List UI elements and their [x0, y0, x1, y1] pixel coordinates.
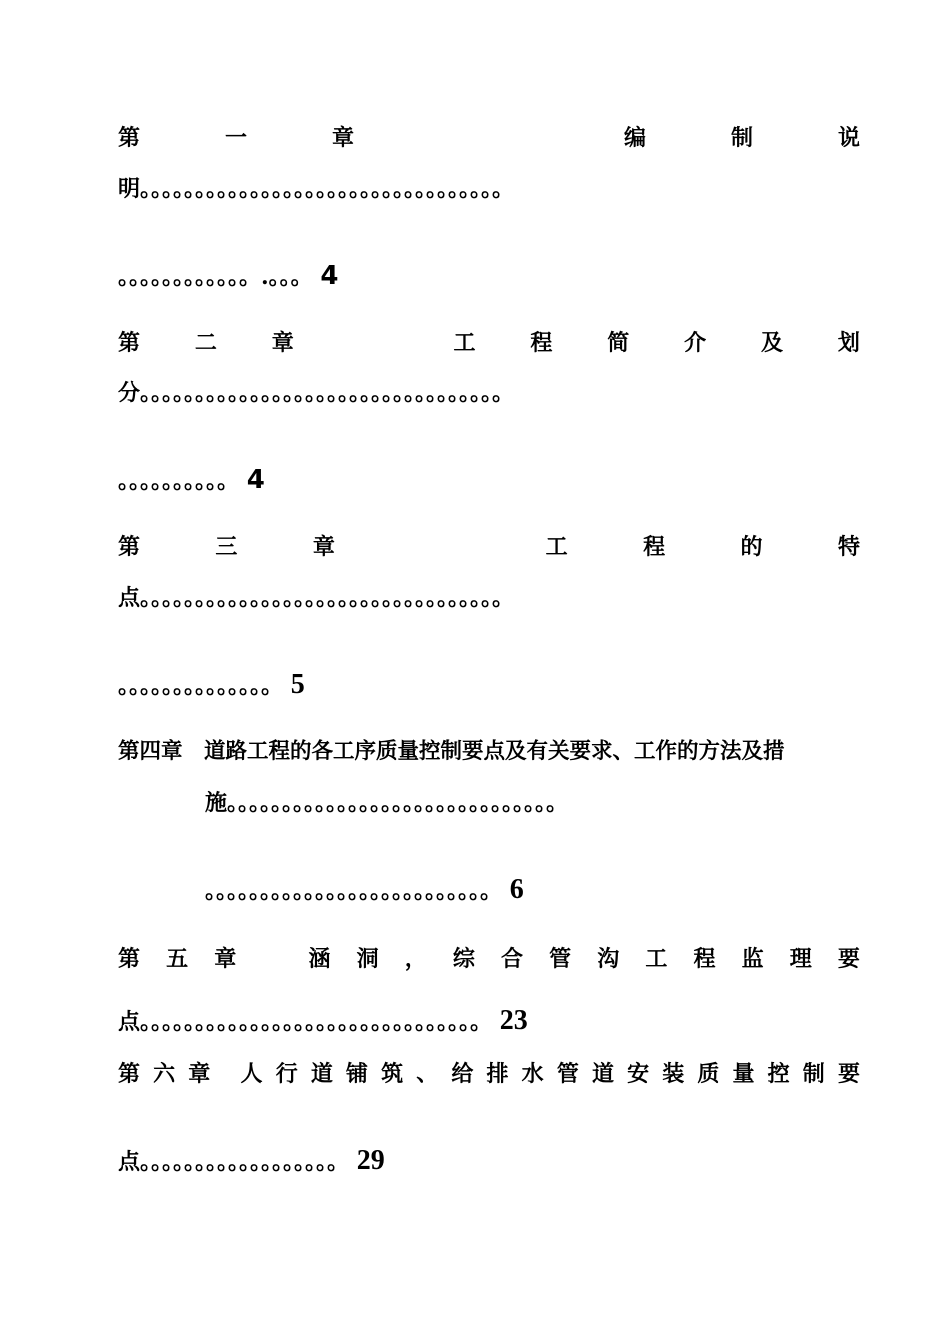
toc-entry-5-heading: [118, 942, 860, 976]
page-number: 4: [320, 261, 339, 291]
toc-entry-6-heading: [118, 1057, 860, 1091]
page-number: 6: [509, 874, 524, 905]
heading-char: 沟: [597, 946, 620, 972]
heading-char: 第: [118, 1061, 141, 1087]
heading-char: 、: [416, 1061, 439, 1087]
heading-char: 量: [732, 1061, 755, 1087]
toc-entry-2-page-line: [118, 463, 860, 497]
page-number: 4: [246, 465, 265, 495]
toc-entry-1-leader: 明。。。。。。。。。。。。。。。。。。。。。。。。。。。。。。。。。: [118, 176, 515, 202]
dot-leader: 。。。。。。。。。。。。。。: [118, 673, 284, 699]
toc-entry-4-leader: 施。。。。。。。。。。。。。。。。。。。。。。。。。。。。。。: [205, 790, 569, 816]
page-number: 29: [356, 1145, 385, 1176]
heading-char: 人: [240, 1061, 263, 1087]
heading-char: 编: [623, 125, 646, 151]
toc-entry-4-heading: 第四章 道路工程的各工序质量控制要点及有关要求、工作的方法及措: [118, 739, 785, 764]
heading-char: 控: [767, 1061, 790, 1087]
heading-char: 说: [837, 125, 860, 151]
heading-char: 六: [153, 1061, 176, 1087]
toc-entry-5-page-line: [118, 1004, 860, 1038]
heading-char: 质: [697, 1061, 720, 1087]
heading-char: 行: [275, 1061, 298, 1087]
page-number: 23: [499, 1005, 528, 1036]
heading-char: 介: [684, 330, 707, 356]
toc-entry-2-heading: [118, 326, 860, 360]
heading-char: 章: [332, 125, 355, 151]
heading-char: 五: [166, 946, 189, 972]
heading-char: 章: [188, 1061, 211, 1087]
heading-char: 程: [693, 946, 716, 972]
heading-char: 监: [741, 946, 764, 972]
toc-entry-6-page-line: [118, 1144, 860, 1178]
heading-char: 排: [486, 1061, 509, 1087]
heading-char: 的: [740, 534, 763, 560]
heading-char: 章: [214, 946, 237, 972]
heading-char: 一: [225, 125, 248, 151]
heading-char: 程: [530, 330, 553, 356]
heading-char: 工: [545, 534, 568, 560]
heading-char: 章: [271, 330, 294, 356]
heading-char: 安: [627, 1061, 650, 1087]
heading-char: 道: [310, 1061, 333, 1087]
dot-leader: 点。。。。。。。。。。。。。。。。。。: [118, 1149, 350, 1175]
heading-char: 及: [760, 330, 783, 356]
heading-char: 装: [662, 1061, 685, 1087]
heading-char: 铺: [345, 1061, 368, 1087]
heading-char: ，: [404, 946, 427, 972]
dot-leader: 。。。。。。。。。。: [118, 468, 240, 494]
dot-leader: 。。。。。。。。。。。。.。。。: [118, 264, 313, 290]
heading-char: 划: [837, 330, 860, 356]
heading-char: 第: [118, 534, 141, 560]
heading-char: 三: [215, 534, 238, 560]
heading-char: 简: [607, 330, 630, 356]
heading-char: 特: [837, 534, 860, 560]
heading-char: 管: [549, 946, 572, 972]
heading-char: 第: [118, 330, 141, 356]
toc-entry-4-page-line: [205, 873, 860, 907]
heading-char: 制: [802, 1061, 825, 1087]
heading-char: 管: [556, 1061, 579, 1087]
heading-char: 洞: [356, 946, 379, 972]
toc-entry-1-page-line: [118, 259, 860, 293]
heading-char: 道: [591, 1061, 614, 1087]
page-number: 5: [290, 669, 305, 700]
heading-char: 二: [194, 330, 217, 356]
heading-char: 综: [452, 946, 475, 972]
heading-char: 程: [643, 534, 666, 560]
heading-char: 水: [521, 1061, 544, 1087]
heading-char: 给: [451, 1061, 474, 1087]
heading-char: 筑: [381, 1061, 404, 1087]
heading-char: 涵: [308, 946, 331, 972]
toc-entry-1-heading: [118, 121, 860, 155]
toc-entry-2-leader: 分。。。。。。。。。。。。。。。。。。。。。。。。。。。。。。。。。: [118, 380, 515, 406]
heading-char: 制: [730, 125, 753, 151]
dot-leader: 点。。。。。。。。。。。。。。。。。。。。。。。。。。。。。。。: [118, 1009, 493, 1035]
heading-char: 第: [118, 946, 141, 972]
dot-leader: 。。。。。。。。。。。。。。。。。。。。。。。。。。: [205, 878, 503, 904]
toc-entry-3-page-line: [118, 668, 860, 702]
heading-char: 工: [453, 330, 476, 356]
heading-char: 理: [789, 946, 812, 972]
toc-entry-3-leader: 点。。。。。。。。。。。。。。。。。。。。。。。。。。。。。。。。。: [118, 585, 515, 611]
heading-char: 合: [500, 946, 523, 972]
heading-char: 要: [837, 946, 860, 972]
toc-entry-3-heading: [118, 530, 860, 564]
heading-char: 要: [837, 1061, 860, 1087]
heading-char: 工: [645, 946, 668, 972]
heading-char: 章: [312, 534, 335, 560]
heading-char: 第: [118, 125, 141, 151]
